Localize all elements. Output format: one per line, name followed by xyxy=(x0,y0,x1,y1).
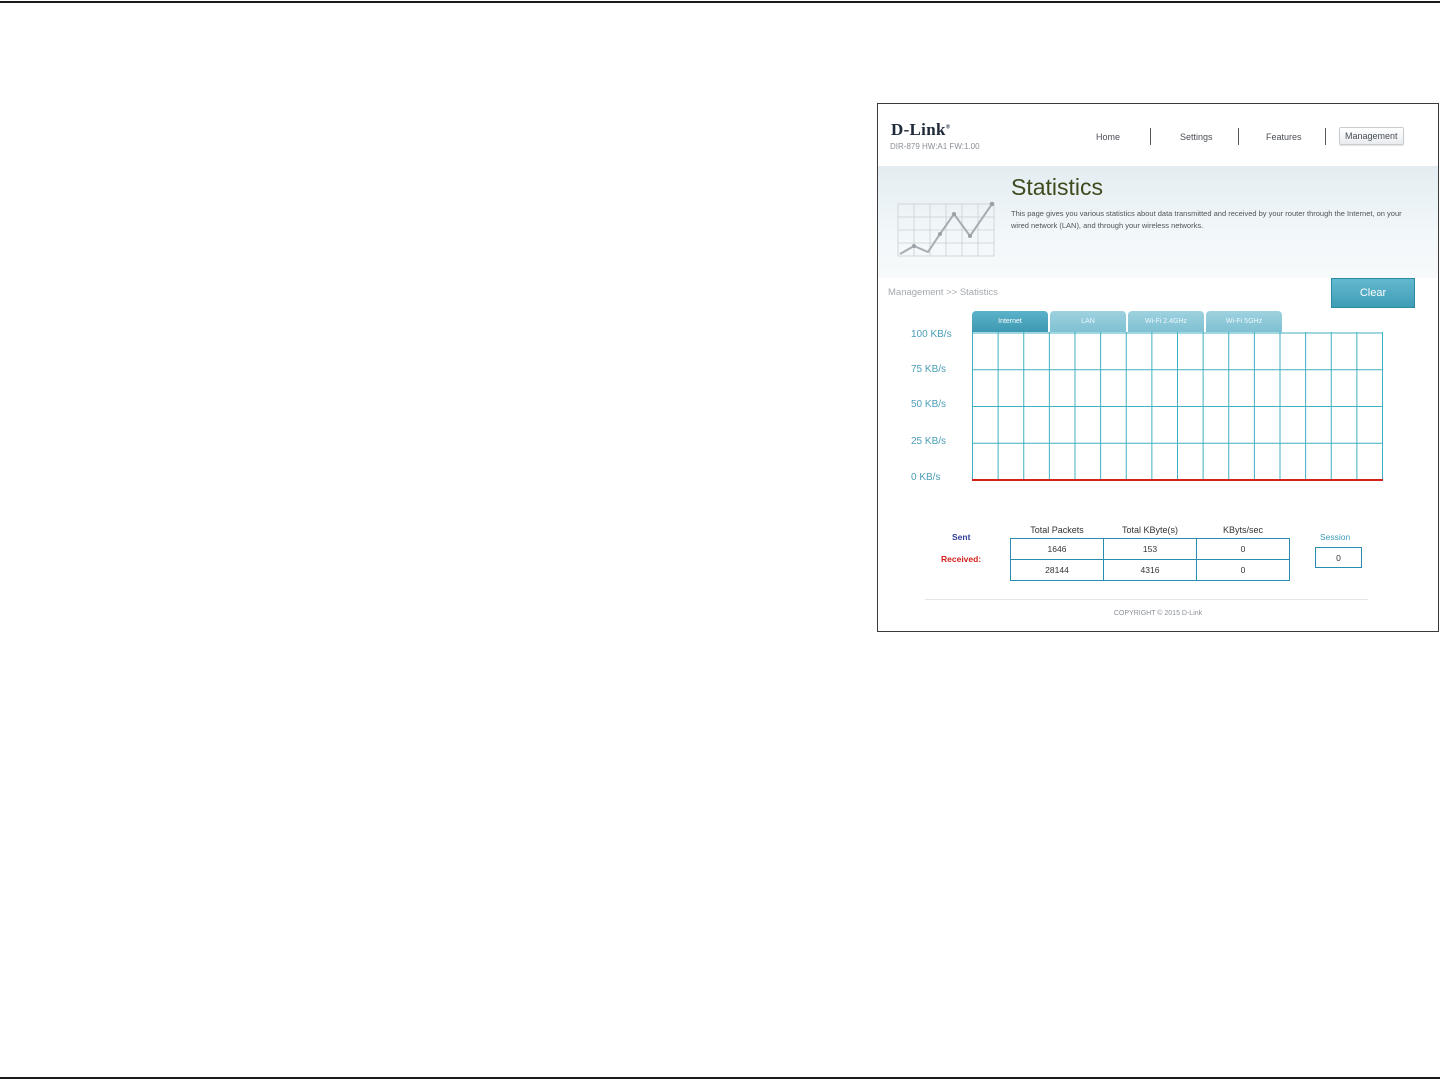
tab-wifi-2-4ghz[interactable]: Wi-Fi 2.4GHz xyxy=(1128,311,1204,332)
tab-wifi-5ghz[interactable]: Wi-Fi 5GHz xyxy=(1206,311,1282,332)
y-tick-label: 50 KB/s xyxy=(911,399,947,410)
copyright: COPYRIGHT © 2015 D-Link xyxy=(1113,610,1203,617)
received-row-label: Received: xyxy=(941,554,982,564)
nav-features[interactable]: Features xyxy=(1266,132,1302,142)
sent-kbytes-sec: 0 xyxy=(1197,538,1290,559)
model-info: DIR-879 HW:A1 FW:1.00 xyxy=(890,142,980,151)
page-top-rule xyxy=(0,1,1440,3)
table-row xyxy=(1011,559,1290,580)
nav-divider xyxy=(1238,128,1239,145)
sent-row-label: Sent xyxy=(952,532,971,542)
page-bottom-rule xyxy=(0,1077,1440,1079)
traffic-chart xyxy=(972,332,1383,481)
received-total-packets: 28144 xyxy=(1011,559,1104,580)
nav-divider xyxy=(1150,128,1151,145)
received-kbytes-sec: 0 xyxy=(1197,559,1290,580)
column-header-total-packets: Total Packets xyxy=(1030,525,1084,536)
stats-table xyxy=(1010,523,1290,581)
column-header-kbytes-sec: KByts/sec xyxy=(1222,525,1263,536)
footer-divider xyxy=(925,599,1368,600)
hero-banner xyxy=(878,166,1438,278)
clear-button[interactable]: Clear xyxy=(1331,278,1415,308)
nav-management[interactable]: Management xyxy=(1339,127,1404,145)
received-total-kbytes: 4316 xyxy=(1104,559,1197,580)
sent-total-packets: 1646 xyxy=(1011,538,1104,559)
session-label: Session xyxy=(1320,532,1351,542)
y-tick-label: 100 KB/s xyxy=(911,329,952,340)
router-ui-screenshot xyxy=(877,103,1439,632)
session-value: 0 xyxy=(1315,547,1362,568)
breadcrumb: Management >> Statistics xyxy=(888,287,998,298)
y-tick-label: 25 KB/s xyxy=(911,436,947,447)
y-tick-label: 0 KB/s xyxy=(911,472,941,483)
sent-total-kbytes: 153 xyxy=(1104,538,1197,559)
line-graph-icon xyxy=(892,194,1002,264)
page-description: This page gives you various statistics about data transmitted and received by your router through the Internet, on your wired network (LAN), and through your wireless networks. xyxy=(1011,209,1402,230)
nav-settings[interactable]: Settings xyxy=(1180,132,1213,142)
nav-divider xyxy=(1325,128,1326,145)
dlink-logo: D-Link® xyxy=(891,120,951,139)
page-title: Statistics xyxy=(1011,174,1104,200)
nav-home[interactable]: Home xyxy=(1096,132,1121,142)
tab-lan[interactable]: LAN xyxy=(1050,311,1126,332)
tab-internet[interactable]: Internet xyxy=(972,311,1048,332)
table-row xyxy=(1011,538,1290,559)
column-header-total-kbytes: Total KByte(s) xyxy=(1121,525,1179,536)
y-tick-label: 75 KB/s xyxy=(911,364,947,375)
header xyxy=(878,104,1438,166)
